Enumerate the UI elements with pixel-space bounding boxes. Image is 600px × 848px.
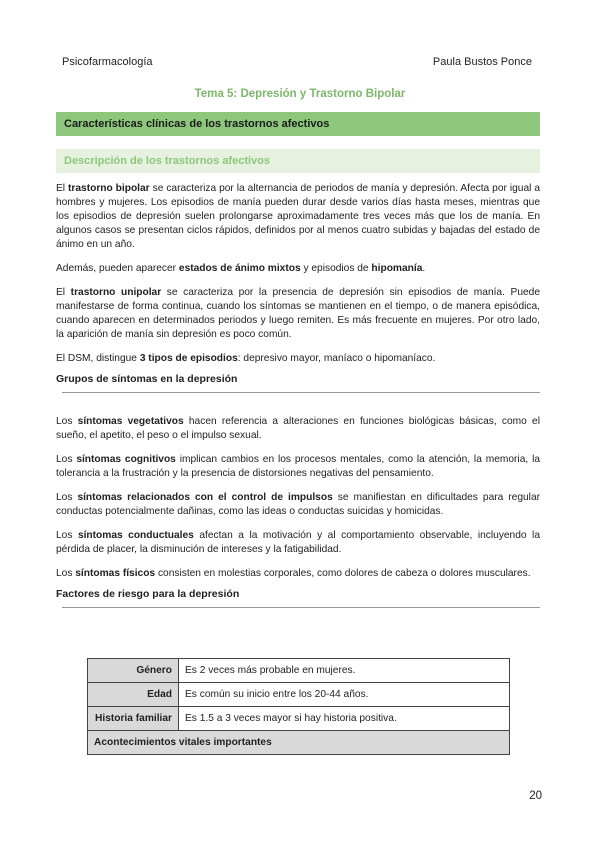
paragraph-impulsos: Los síntomas relacionados con el control de impulsos se manifiestan en dificultades para regular conductas potencialmente dañinas, como las ideas o conductas suicidas y homicidas. — [56, 492, 540, 517]
header-author: Paula Bustos Ponce — [432, 56, 532, 68]
heading-riesgo: Factores de riesgo para la depresión — [56, 588, 240, 600]
risk-factors-table — [87, 658, 510, 755]
paragraph-cognitivos: Los síntomas cognitivos implican cambios en los procesos mentales, como la atención, la memoria, la tolerancia a la frustración y la presencia de distorsiones negativas del pensamiento. — [56, 454, 540, 479]
paragraph-bipolar: El trastorno bipolar se caracteriza por la alternancia de periodos de manía y depresión. Afecta por igual a hombres y mujeres. Los episodios de manía pueden durar desde varios días hasta meses, mientras que los episodios de depresión suelen prolongarse aproximadamente tres veces más que los de manía. En algunos casos se presentan ciclos rápidos, definidos por al menos cuatro subidas y bajadas del estado de ánimo en un año. — [56, 183, 540, 250]
heading-sintomas: Grupos de síntomas en la depresión — [56, 373, 238, 385]
paragraph-mixtos: Además, pueden aparecer estados de ánimo mixtos y episodios de hipomanía. — [56, 263, 426, 274]
table-cell-value: Es común su inicio entre los 20-44 años. — [179, 683, 510, 707]
page-title: Tema 5: Depresión y Trastorno Bipolar — [194, 88, 406, 100]
table-cell-value: Es 2 veces más probable en mujeres. — [179, 659, 510, 683]
table-cell-full: Acontecimientos vitales importantes — [88, 731, 510, 755]
table-row — [88, 707, 510, 731]
table-cell-value: Es 1.5 a 3 veces mayor si hay historia positiva. — [179, 707, 510, 731]
paragraph-vegetativos: Los síntomas vegetativos hacen referencia a alteraciones en funciones biológicas básicas, como el sueño, el apetito, el peso o el impulso sexual. — [56, 416, 540, 441]
header-course: Psicofarmacología — [62, 56, 153, 68]
subsection-heading: Descripción de los trastornos afectivos — [56, 149, 540, 173]
divider — [62, 392, 540, 393]
paragraph-dsm: El DSM, distingue 3 tipos de episodios: depresivo mayor, maníaco o hipomaníaco. — [56, 353, 436, 364]
table-cell-key: Género — [88, 659, 179, 683]
table-cell-key: Historia familiar — [88, 707, 179, 731]
divider — [62, 607, 540, 608]
paragraph-unipolar: El trastorno unipolar se caracteriza por la presencia de depresión sin episodios de manía. Puede manifestarse de forma continua, cuando los síntomas se mantienen en el tiempo, o de manera episódica, cuando aparecen en determinados periodos y luego remiten. Es más frecuente en mujeres. Por otro lado, la aparición de manía sin depresión es poco común. — [56, 287, 540, 340]
table-row — [88, 731, 510, 755]
section-heading: Características clínicas de los trastornos afectivos — [56, 112, 540, 136]
page-number: 20 — [529, 790, 542, 802]
paragraph-conductuales: Los síntomas conductuales afectan a la motivación y al comportamiento observable, incluyendo la pérdida de placer, la disminución de intereses y la fatigabilidad. — [56, 530, 540, 555]
paragraph-fisicos: Los síntomas físicos consisten en molestias corporales, como dolores de cabeza o dolores musculares. — [56, 568, 531, 579]
body-content — [56, 182, 540, 608]
table-cell-key: Edad — [88, 683, 179, 707]
table-row — [88, 683, 510, 707]
table-row — [88, 659, 510, 683]
